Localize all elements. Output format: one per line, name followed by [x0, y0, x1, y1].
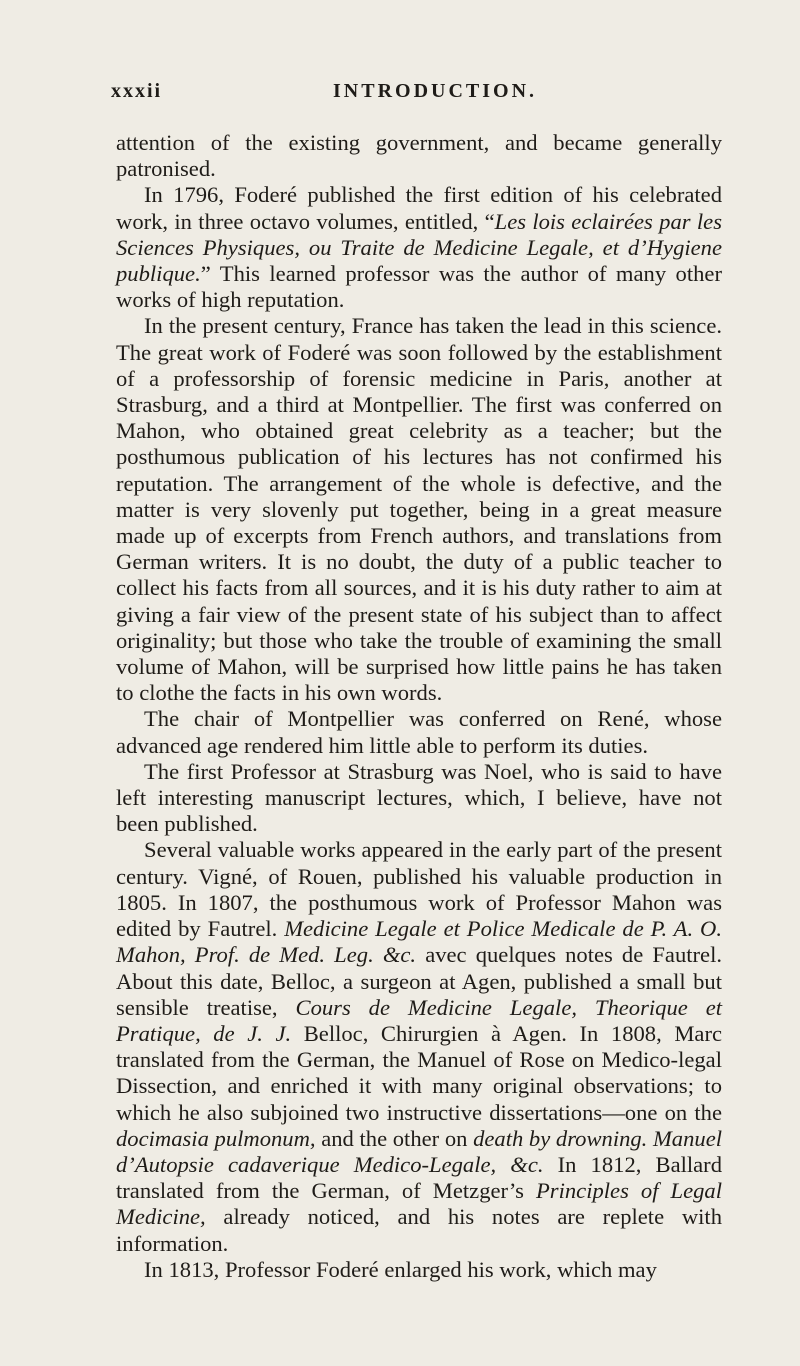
paragraph [116, 313, 722, 706]
paragraph [116, 182, 722, 313]
paragraph [116, 837, 722, 1256]
page-number: xxxii [111, 80, 163, 102]
italic-text: Principles of Legal Medicine, [116, 1178, 722, 1230]
text-run: and the other on [315, 1125, 474, 1151]
paragraph [116, 759, 722, 838]
text-run: ” This learned professor was the author of many other works of high reputation. [116, 261, 722, 313]
italic-text: death by drowning. Manuel d’Autopsie cadaverique Medico-Legale, &c. [116, 1125, 723, 1177]
text-run: already noticed, and his notes are replete with information. [116, 1204, 722, 1256]
text-run: The chair of Montpellier was conferred on René, whose advanced age rendered him little able to perform its duties. [116, 706, 722, 758]
paragraph [116, 1257, 722, 1283]
italic-text: Cours de Medicine Legale, Theorique et Pratique, de J. J. [116, 994, 723, 1046]
paragraph [116, 130, 722, 182]
italic-text: Les lois eclairées par les Sciences Physiques, ou Traite de Medicine Legale, et d’Hygiene publique. [116, 208, 722, 287]
paragraph [116, 706, 722, 758]
text-run: Several valuable works appeared in the early part of the present century. Vigné, of Rouen, published his valuable production in 1805. In 1807, the posthumous work of Professor Mahon was edited by Fautrel. [116, 837, 722, 942]
text-run: avec quelques notes de Fautrel. About this date, Belloc, a surgeon at Agen, published a small but sensible treatise, [116, 942, 722, 1020]
italic-text: Medicine Legale et Police Medicale de P. A. O. Mahon, Prof. de Med. Leg. &c. [116, 916, 723, 968]
running-head [111, 80, 711, 110]
text-run: In the present century, France has taken the lead in this science. The great work of Foderé was soon followed by the establishment of a professorship of forensic medicine in Paris, another at Strasburg, and a third at Montpellier. The first was conferred on Mahon, who obtained great celebrity as a teacher; but the posthumous publication of his lectures has not confirmed his reputation. The arrangement of the whole is defective, and the matter is very slovenly put together, being in a great measure made up of excerpts from French authors, and translations from German writers. It is no doubt, the duty of a public teacher to collect his facts from all sources, and it is his duty rather to aim at giving a fair view of the present state of his subject than to affect originality; but those who take the trouble of examining the small volume of Mahon, will be surprised how little pains he has taken to clothe the facts in his own words. [116, 313, 722, 706]
text-run: attention of the existing government, and became generally patronised. [116, 130, 722, 182]
body-text [116, 130, 722, 1283]
running-title: INTRODUCTION. [333, 80, 538, 102]
text-run: In 1796, Foderé published the first edition of his celebrated work, in three octavo volumes, entitled, “ [116, 182, 722, 234]
italic-text: docimasia pulmonum, [116, 1125, 316, 1151]
text-run: In 1812, Ballard translated from the German, of Metzger’s [116, 1151, 722, 1204]
text-run: The first Professor at Strasburg was Noel, who is said to have left interesting manuscript lectures, which, I believe, have not been published. [116, 758, 722, 837]
text-run: Belloc, Chirurgien à Agen. In 1808, Marc translated from the German, the Manuel of Rose on Medico-legal Dissection, and enriched it with many original observations; to which he also subjoined two instructive dissertations—one on the [116, 1020, 722, 1125]
text-run: In 1813, Professor Foderé enlarged his work, which may [144, 1256, 657, 1282]
